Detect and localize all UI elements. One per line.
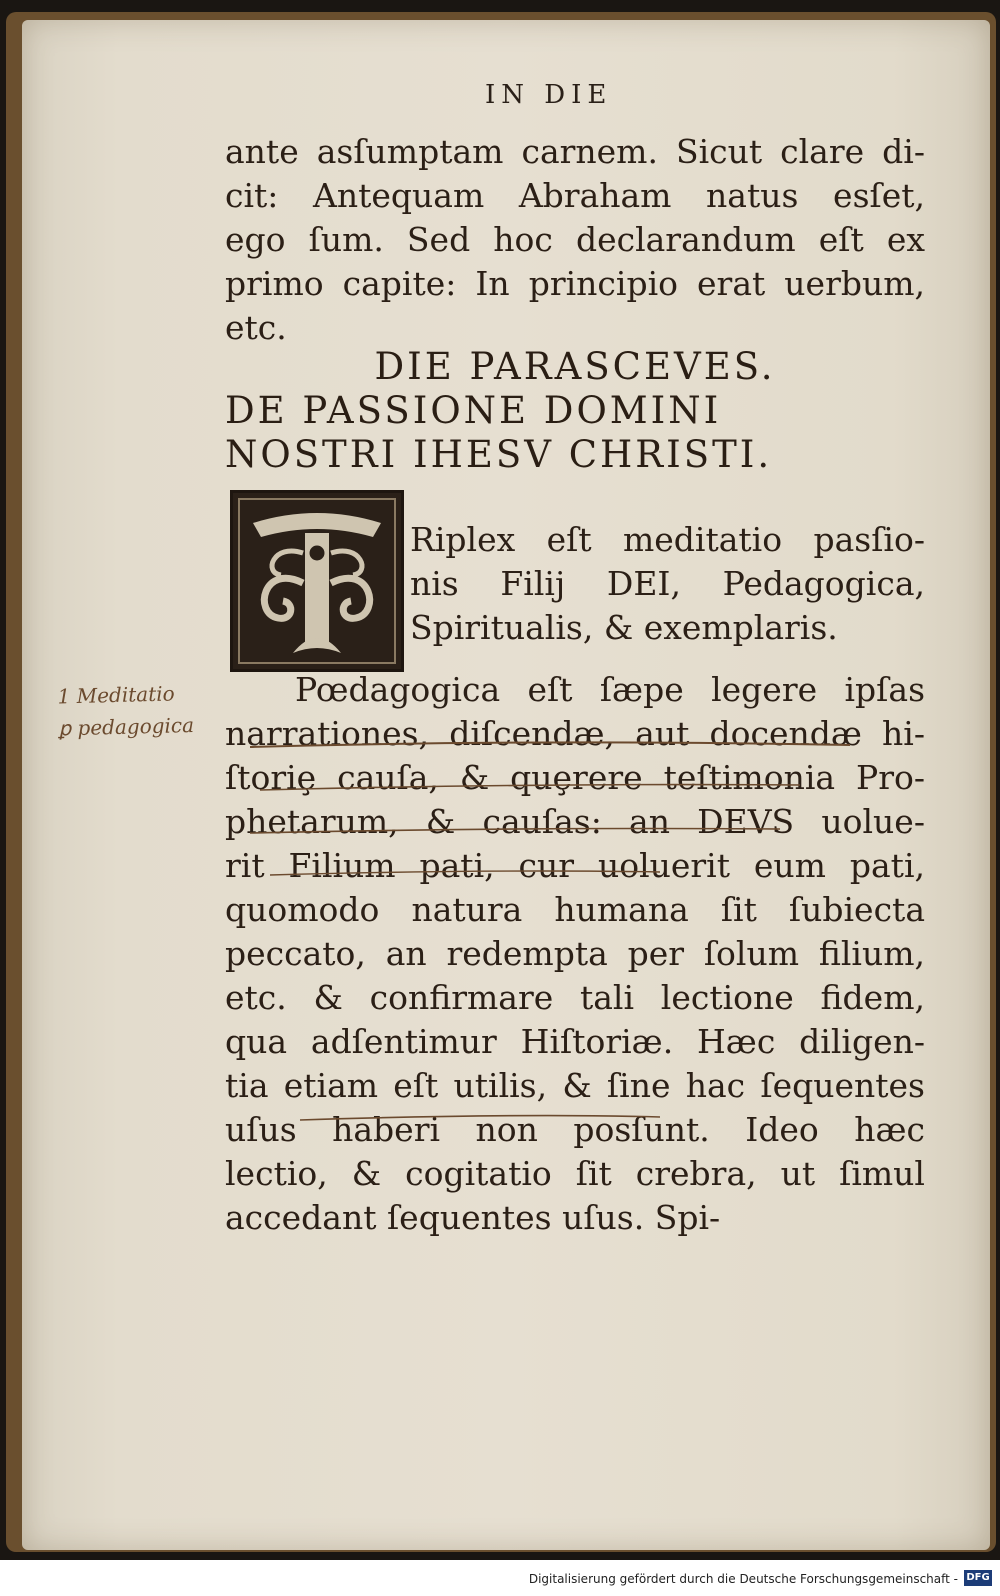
text-line: primo capite: In principio erat uerbum, xyxy=(225,264,925,303)
text-line: etc. xyxy=(225,308,287,347)
heading-line-2: DE PASSIONE DOMINI xyxy=(225,389,722,432)
margin-note-line: 1 Meditatio xyxy=(57,681,175,709)
text-line: uſus haberi non posſunt. Ideo hæc xyxy=(225,1110,925,1149)
paragraph-2 xyxy=(225,668,925,1240)
dfg-logo: DFG xyxy=(964,1570,992,1586)
text-line: phetarum, & cauſas: an DEVS uolue- xyxy=(225,802,925,841)
text-line: qua adſentimur Hiſtoriæ. Hæc diligen- xyxy=(225,1022,925,1061)
running-head: IN DIE xyxy=(485,80,613,110)
text-line: ſtoriȩ cauſa, & quȩrere teſtimonia Pro- xyxy=(225,758,925,797)
section-heading xyxy=(225,345,925,477)
text-line: accedant ſequentes uſus. Spi- xyxy=(225,1198,721,1237)
heading-line-1: DIE PARASCEVES. xyxy=(374,345,776,388)
decorated-initial-letter xyxy=(230,490,404,672)
text-line: rit Filium pati, cur uoluerit eum pati, xyxy=(225,846,925,885)
text-line: cit: Antequam Abraham natus esſet, xyxy=(225,176,925,215)
text-line: tia etiam eſt utilis, & ſine hac ſequentes xyxy=(225,1066,925,1105)
handwritten-margin-note xyxy=(57,676,249,745)
text-line: narrationes, diſcendæ, aut docendæ hi- xyxy=(225,714,925,753)
margin-note-line: ꝑ pedagogica xyxy=(58,712,195,741)
text-line: ego ſum. Sed hoc declarandum eſt ex xyxy=(225,220,925,259)
text-line: Pœdagogica eſt ſæpe legere ipſas xyxy=(295,670,925,709)
text-line: nis Filij DEI, Pedagogica, xyxy=(410,564,925,603)
paragraph-1 xyxy=(225,130,925,350)
heading-line-3: NOSTRI IHESV CHRISTI. xyxy=(225,433,773,476)
text-line: quomodo natura humana ſit ſubiecta xyxy=(225,890,925,929)
text-line: Spiritualis, & exemplaris. xyxy=(410,608,838,647)
text-line: ante asſumptam carnem. Sicut clare di- xyxy=(225,132,925,171)
footer-credit: Digitalisierung gefördert durch die Deutsche Forschungsgemeinschaft - xyxy=(528,1572,958,1586)
opening-lines xyxy=(410,518,925,650)
text-line: Riplex eſt meditatio pasſio- xyxy=(410,520,925,559)
text-line: etc. & confirmare tali lectione fidem, xyxy=(225,978,925,1017)
ornament-icon xyxy=(233,493,401,669)
text-line: lectio, & cogitatio ſit crebra, ut ſimul xyxy=(225,1154,925,1193)
text-line: peccato, an redempta per ſolum filium, xyxy=(225,934,925,973)
